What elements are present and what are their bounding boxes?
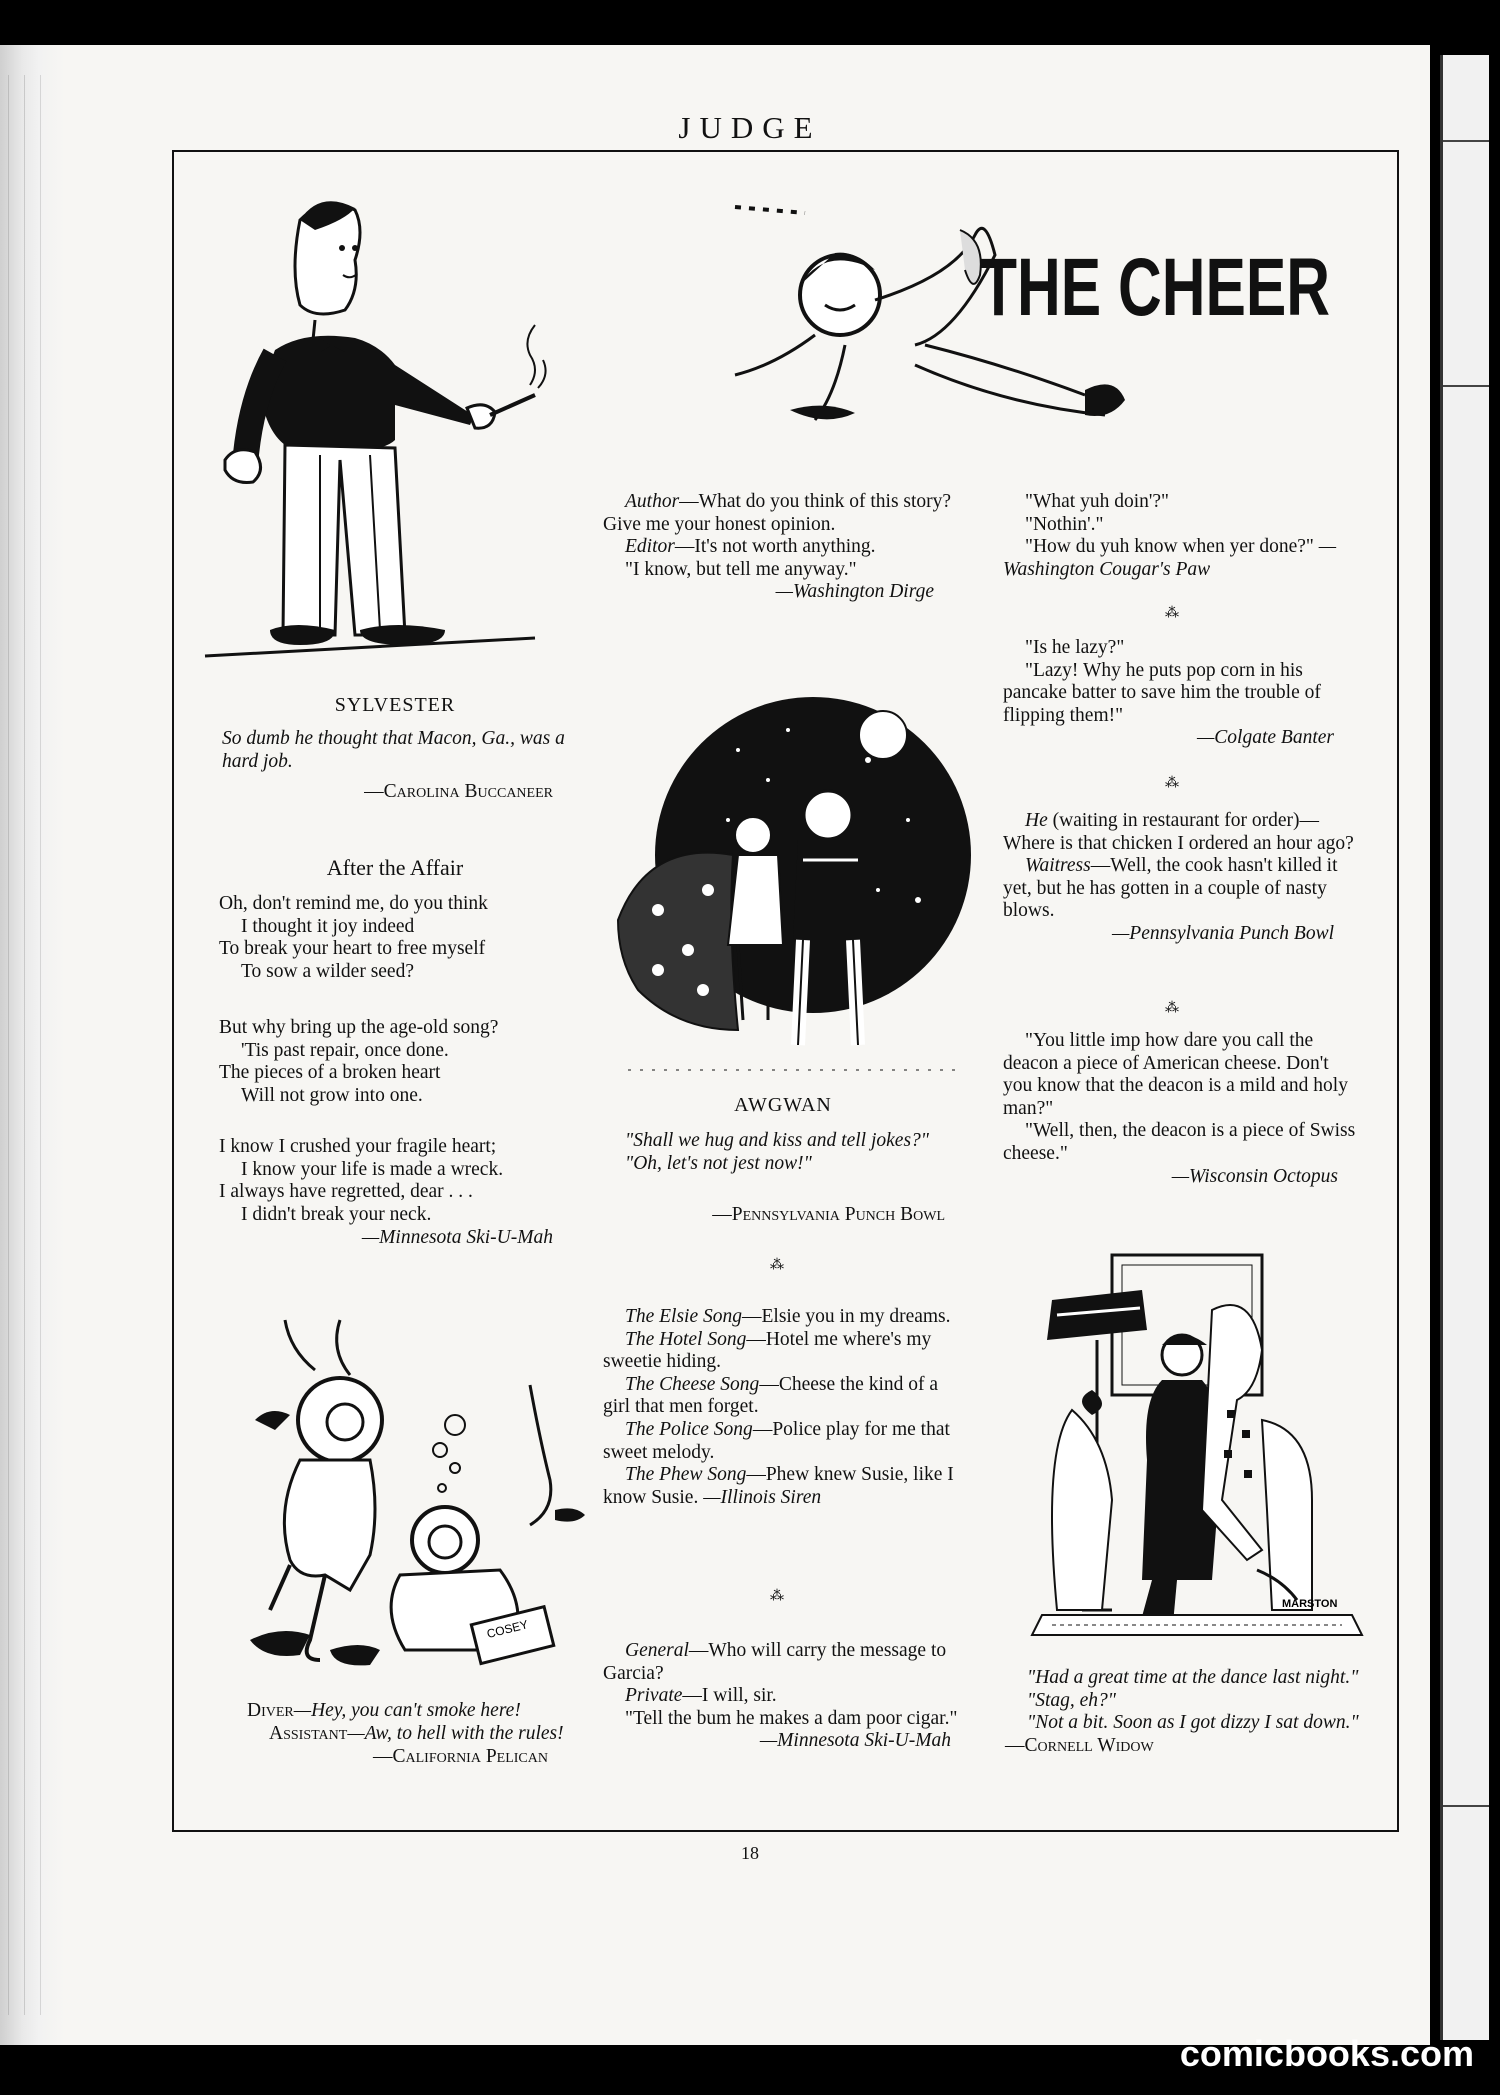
speaker: Waitress <box>1025 855 1091 877</box>
poem-line: I thought it joy indeed <box>241 915 415 937</box>
speaker: Editor <box>625 536 675 558</box>
poem-line: The pieces of a broken heart <box>219 1062 441 1084</box>
poem-line: I know your life is made a wreck. <box>241 1158 504 1180</box>
song-title: The Phew Song <box>625 1464 747 1486</box>
poem-line: I know I crushed your fragile heart; <box>219 1136 497 1157</box>
poem-line: Will not grow into one. <box>241 1084 423 1106</box>
sylvester-caption: SYLVESTER <box>334 694 456 716</box>
song-text: —Phew knew Susie, like I know Susie. <box>603 1464 954 1508</box>
masthead: JUDGE <box>678 110 822 145</box>
dance-signature: MARSTON <box>1282 1598 1338 1610</box>
diver-credit: —California Pelican <box>373 1746 548 1767</box>
dance-joke <box>1005 1667 1360 1757</box>
poem-line: I always have regretted, dear . . . <box>219 1181 473 1203</box>
section-separator: ⁂ <box>770 1258 785 1273</box>
deacon-joke <box>1003 1030 1358 1188</box>
section-separator: ⁂ <box>1165 606 1180 621</box>
dialogue: "Shall we hug and kiss and tell jokes?" <box>625 1130 929 1151</box>
dialogue: "Tell the bum he makes a dam poor cigar." <box>625 1707 958 1729</box>
song-text: —Police play for me that sweet melody. <box>603 1418 950 1463</box>
dance-credit: —Cornell Widow <box>1005 1734 1154 1756</box>
awgwan-joke <box>603 1130 963 1175</box>
song-text: —Cheese the kind of a girl that men forget. <box>603 1373 939 1418</box>
deacon-credit: —Wisconsin Octopus <box>1171 1165 1338 1187</box>
dialogue: "What yuh doin'?" <box>1025 491 1169 512</box>
dialogue: "Not a bit. Soon as I got dizzy I sat down." <box>1027 1712 1359 1734</box>
dialogue: —What do you think of this story? Give me your honest opinion. <box>603 491 952 535</box>
section-separator: ⁂ <box>770 1589 785 1604</box>
poem-line: 'Tis past repair, once done. <box>241 1039 449 1061</box>
poem-stanza-3 <box>219 1136 599 1226</box>
songs-credit: —Illinois Siren <box>703 1486 822 1508</box>
author-joke <box>603 491 958 604</box>
awgwan-illustration <box>618 690 963 1085</box>
box-label: COSEY <box>485 1617 530 1642</box>
author-credit: —Washington Dirge <box>775 581 934 603</box>
dialogue: "How du yuh know when yer done?" <box>1025 536 1314 558</box>
cheer-banner: THE CHEER <box>980 242 1330 333</box>
poem-line: But why bring up the age-old song? <box>219 1017 499 1038</box>
diver-joke <box>247 1700 587 1745</box>
dialogue: —Who will carry the message to Garcia? <box>603 1640 947 1684</box>
speaker: Author <box>625 491 680 512</box>
lazy-credit: —Colgate Banter <box>1196 727 1334 749</box>
section-separator: ⁂ <box>1165 776 1180 791</box>
watermark: comicbooks.com <box>1179 2033 1474 2074</box>
dialogue: "Had a great time at the dance last night." <box>1027 1667 1359 1688</box>
song-text: —Hotel me where's my sweetie hiding. <box>603 1328 932 1373</box>
chicken-credit: —Pennsylvania Punch Bowl <box>1111 922 1334 944</box>
speaker: Diver <box>247 1700 294 1721</box>
dialogue: —I will, sir. <box>682 1685 777 1707</box>
page-number: 18 <box>741 1843 759 1863</box>
dialogue: "Oh, let's not jest now!" <box>625 1152 812 1174</box>
dance-illustration <box>1012 1250 1372 1650</box>
sylvester-credit: —Carolina Buccaneer <box>364 781 553 802</box>
lazy-joke <box>1003 637 1358 750</box>
chicken-joke <box>1003 810 1358 946</box>
song-title: The Elsie Song <box>625 1306 742 1327</box>
poem-stanza-1 <box>219 893 599 983</box>
dialogue: "Stag, eh?" <box>1027 1689 1116 1711</box>
songs-joke <box>603 1306 965 1509</box>
dialogue: —Well, the cook hasn't killed it yet, but he has gotten in a couple of nasty blows. <box>1003 855 1338 922</box>
diver-illustration <box>230 1310 590 1675</box>
dialogue: —Aw, to hell with the rules! <box>347 1722 564 1744</box>
speaker: General <box>625 1640 689 1661</box>
dialogue: "Well, then, the deacon is a piece of Swiss cheese." <box>1003 1120 1356 1164</box>
poem-title: After the Affair <box>326 855 464 880</box>
general-joke <box>603 1640 965 1753</box>
song-title: The Police Song <box>625 1418 753 1440</box>
song-title: The Cheese Song <box>625 1373 760 1395</box>
speaker: Private <box>625 1685 683 1707</box>
dialogue: —It's not worth anything. <box>674 536 876 558</box>
poem-line: To sow a wilder seed? <box>241 960 414 982</box>
poem-line: To break your heart to free myself <box>219 938 486 960</box>
song-title: The Hotel Song <box>625 1328 747 1350</box>
speaker: Assistant <box>269 1722 348 1744</box>
cheer-illustration <box>725 195 1335 445</box>
general-credit: —Minnesota Ski-U-Mah <box>759 1730 951 1752</box>
speaker: He <box>1025 810 1048 831</box>
adjacent-page-edge <box>1440 55 1489 2040</box>
poem-stanza-2 <box>219 1017 599 1107</box>
poem-line: I didn't break your neck. <box>241 1203 432 1225</box>
dialogue: "I know, but tell me anyway." <box>625 558 857 580</box>
section-separator: ⁂ <box>1165 1001 1180 1016</box>
dialogue: "You little imp how dare you call the deacon a piece of American cheese. Don't you know that the deacon is a mild and holy man?" <box>1003 1030 1348 1119</box>
song-text: —Elsie you in my dreams. <box>742 1306 951 1327</box>
poem-credit: —Minnesota Ski-U-Mah <box>361 1227 553 1248</box>
awgwan-caption: AWGWAN <box>734 1094 832 1116</box>
sylvester-text: So dumb he thought that Macon, Ga., was a hard job. <box>222 728 565 772</box>
dialogue: (waiting in restaurant for order)—Where is that chicken I ordered an hour ago? <box>1003 810 1354 854</box>
poem-line: Oh, don't remind me, do you think <box>219 893 488 914</box>
book-spine <box>0 45 65 2045</box>
dialogue: —Hey, you can't smoke here! <box>293 1700 521 1721</box>
doin-joke <box>1003 491 1358 581</box>
dialogue: "Lazy! Why he puts pop corn in his pancake batter to save him the trouble of flipping them!" <box>1003 659 1321 726</box>
dialogue: "Nothin'." <box>1025 513 1104 535</box>
dialogue: "Is he lazy?" <box>1025 637 1125 658</box>
sylvester-illustration <box>205 190 595 680</box>
awgwan-credit: —Pennsylvania Punch Bowl <box>712 1204 945 1225</box>
doin-credit: —Washington Cougar's Paw <box>1003 536 1337 580</box>
